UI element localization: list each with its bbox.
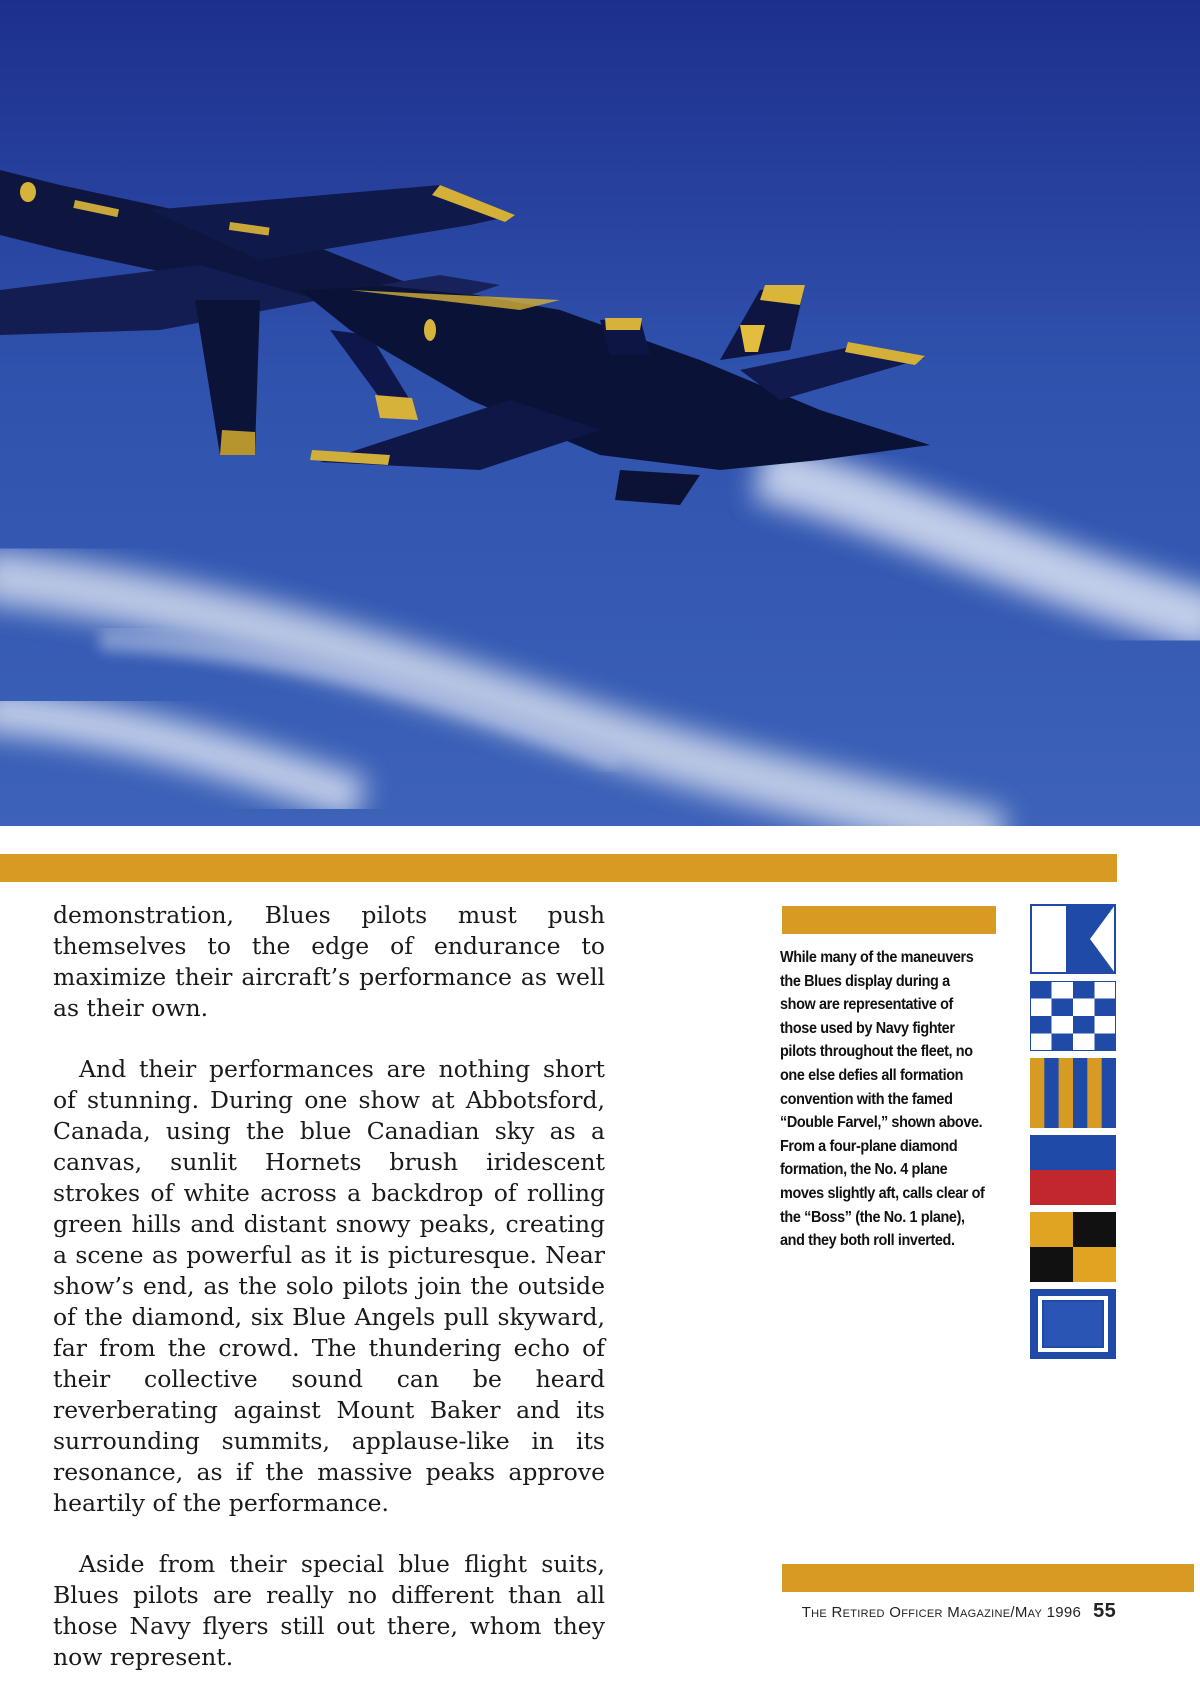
caption-accent-bar bbox=[782, 906, 996, 934]
issue-date: May 1996 bbox=[1014, 1604, 1082, 1621]
signal-flag-g-icon bbox=[1030, 1058, 1116, 1128]
top-accent-bar bbox=[0, 854, 1117, 882]
signal-flag-p-icon bbox=[1030, 1289, 1116, 1359]
footer-accent-bar bbox=[782, 1564, 1194, 1592]
page-number: 55 bbox=[1093, 1600, 1116, 1622]
signal-flag-n-icon bbox=[1030, 981, 1116, 1051]
footer-separator: / bbox=[1010, 1604, 1015, 1621]
photo-caption: While many of the maneuvers the Blues display during a show are representative of those used by Navy fighter pilots throughout the fleet, no one else defies all formation convention with the famed “Double Farvel,” shown above. From a four-plane diamond formation, the No. 4 plane moves slightly aft, calls clear of the “Boss” (the No. 1 plane), and they both roll inverted. bbox=[780, 949, 985, 1250]
signal-flag-l-icon bbox=[1030, 1212, 1116, 1282]
signal-flag-k-icon bbox=[1030, 904, 1116, 974]
paragraph: demonstration, Blues pilots must push themselves to the edge of endurance to maximize their aircraft’s performance as well as their own. bbox=[53, 901, 605, 1022]
magazine-title: The Retired Officer Magazine bbox=[801, 1604, 1011, 1621]
signal-flag-e-icon bbox=[1030, 1135, 1116, 1205]
paragraph: Aside from their special blue flight suits, Blues pilots are really no different than all those Navy flyers still out there, whom they now represent. bbox=[53, 1550, 605, 1671]
signal-flags bbox=[1030, 904, 1116, 1366]
paragraph: And their performances are nothing short of stunning. During one show at Abbotsford, Canada, using the blue Canadian sky as a canvas, sunlit Hornets brush iridescent strokes of white across a backdrop of rolling green hills and distant snowy peaks, creating a scene as powerful as it is picturesque. Near show’s end, as the solo pilots join the outside of the diamond, six Blue Angels pull skyward, far from the crowd. The thundering echo of their collective sound can be heard reverberating against Mount Baker and its surrounding summits, applause-like in its resonance, as if the massive peaks approve heartily of the performance. bbox=[53, 1055, 605, 1517]
jets-photo bbox=[0, 0, 1200, 826]
article-body bbox=[53, 900, 605, 1703]
page-footer bbox=[802, 1600, 1116, 1623]
